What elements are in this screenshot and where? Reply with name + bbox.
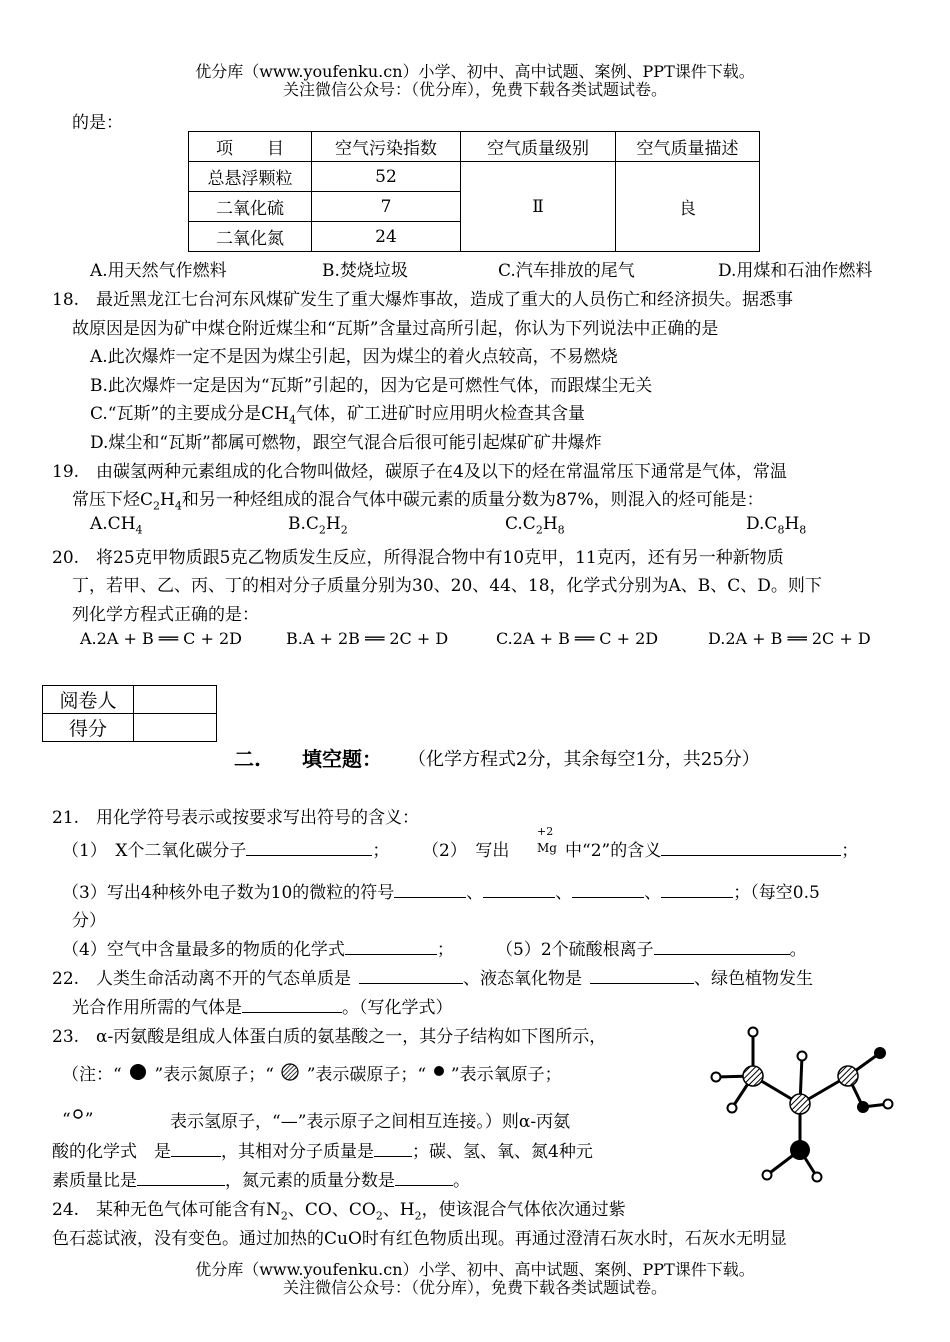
hydrogen-atom-icon [798,1052,807,1061]
q18-option-c: C.“瓦斯”的主要成分是$CH_4$气体，矿工进矿时应用明火检查其含量 [90,404,586,427]
answer-blank[interactable] [661,882,733,898]
oxygen-atom-icon [857,1101,869,1113]
q23-line4: 酸的化学式 是 ，其相对分子质量是 ；碳、氢、氧、氮4种元 [52,1142,593,1162]
q18-line2: 故原因是因为矿中煤仓附近煤尘和“瓦斯”含量过高所引起，你认为下列说法中正确的是 [72,319,719,339]
q23-line3-text: 表示氢原子，“—”表示原子之间相互连接。）则α-丙氨 [170,1112,571,1132]
page-footer-line1: 优分库（www.youfenku.cn）小学、初中、高中试题、案例、PPT课件下载。 [195,1260,755,1279]
q17-option-b: B.焚烧垃圾 [322,261,408,281]
hydrogen-atom-icon [813,1173,822,1182]
q20-option-b: B.A + 2B ══ 2C + D [286,629,449,648]
q18-option-a: A.此次爆炸一定不是因为煤尘引起，因为煤尘的着火点较高，不易燃烧 [90,347,618,367]
q19-line2: 常压下烃$C_2H_4$和另一种烃组成的混合气体中碳元素的质量分数为87%，则混入的烃可能是： [72,490,764,513]
grader-label: 阅卷人 [43,686,134,714]
answer-blank[interactable] [483,882,555,898]
answer-blank[interactable] [137,1170,225,1186]
answer-blank[interactable] [171,1141,221,1157]
q21-part4: （4）空气中含量最多的物质的化学式 ； [62,940,454,960]
carbon-atom-icon [743,1066,763,1086]
row-item: 总悬浮颗粒 [189,162,312,192]
mg-symbol: Mg [537,841,557,855]
q23-line2: （注：“ ”表示氮原子；“ ”表示碳原子；“ ”表示氧原子； [62,1065,562,1085]
oxygen-atom-icon [874,1047,886,1059]
answer-blank[interactable] [242,997,342,1013]
q21-part1: （1） X个二氧化碳分子 ； [62,841,390,861]
q19-option-a: $A.CH_4$ [90,514,143,537]
answer-blank[interactable] [246,840,372,856]
description-cell: 良 [616,162,760,252]
section-title: 填空题： [302,747,382,771]
q20-line2: 丁，若甲、乙、丙、丁的相对分子质量分别为30、20、44、18，化学式分别为A、B、C、D。则下 [72,576,822,596]
q21-part3-line2: 分） [72,911,106,931]
nitrogen-atom-icon [790,1140,810,1160]
hydrogen-atom-icon [712,1073,721,1082]
q18-line1: 18. 最近黑龙江七台河东风煤矿发生了重大爆炸事故，造成了重大的人员伤亡和经济损失。据悉事 [52,290,794,310]
q20-option-d: D.2A + B ══ 2C + D [708,629,871,648]
q20-line3: 列化学方程式正确的是： [72,605,259,625]
carbon-atom-icon [838,1066,858,1086]
q22-line1: 22. 人类生命活动离不开的气态单质是 、液态氧化物是 、绿色植物发生 [52,969,814,989]
q21-part2-label: （2） 写出 [422,841,510,861]
header-item: 项 目 [189,132,312,162]
page-header-line1: 优分库（www.youfenku.cn）小学、初中、高中试题、案例、PPT课件下载。 [195,62,755,81]
answer-blank[interactable] [654,939,790,955]
carbon-atom-icon [279,1063,301,1083]
q18-option-b: B.此次爆炸一定是因为“瓦斯”引起的，因为它是可燃性气体，而跟煤尘无关 [90,376,653,396]
level-cell: Ⅱ [461,162,616,252]
q21-part2: 中“2”的含义 ； [565,841,859,861]
grader-cell[interactable] [134,686,217,714]
answer-blank[interactable] [345,939,437,955]
q19-option-b: $B.C_2H_2$ [288,514,348,537]
q17-option-c: C.汽车排放的尾气 [498,261,635,281]
q18-option-d: D.煤尘和“瓦斯”都属可燃物，跟空气混合后很可能引起煤矿矿井爆炸 [90,433,602,453]
q19-line1: 19. 由碳氢两种元素组成的化合物叫做烃，碳原子在4及以下的烃在常温常压下通常是气体，常温 [52,462,787,482]
answer-blank[interactable] [395,1170,453,1186]
page-footer-line2: 关注微信公众号：（优分库），免费下载各类试题试卷。 [282,1278,667,1297]
answer-blank[interactable] [359,968,463,984]
mg-charge: +2 [537,825,554,838]
q20-option-a: A.2A + B ══ C + 2D [80,629,242,648]
nitrogen-atom-icon [127,1063,149,1083]
q17-option-a: A.用天然气作燃料 [90,261,227,281]
hydrogen-atom-icon [728,1104,737,1113]
row-index: 7 [312,192,461,222]
q21-part3: （3）写出4种核外电子数为10的微粒的符号 、 、 、 ；（每空0.5 [62,883,820,903]
q23-line3: “ ” [62,1107,93,1130]
q23-line1: 23. α-丙氨酸是组成人体蛋白质的氨基酸之一，其分子结构如下图所示， [52,1027,607,1047]
q21-part5: （5）2个硫酸根离子 。 [496,940,807,960]
row-item: 二氧化氮 [189,222,312,252]
hydrogen-atom-icon [71,1107,85,1121]
q24-line2: 色石蕊试液，没有变色。通过加热的CuO时有红色物质出现。再通过澄清石灰水时，石灰水无明显 [52,1229,787,1249]
q22-line2: 光合作用所需的气体是 。（写化学式） [72,998,453,1018]
score-cell[interactable] [134,714,217,742]
answer-blank[interactable] [394,882,466,898]
q23-line5: 素质量比是 ，氮元素的质量分数是 。 [52,1171,470,1191]
q19-option-c: $C.C_2H_8$ [505,514,565,537]
oxygen-atom-icon [432,1063,446,1083]
q24-line1: 24. 某种无色气体可能含有$N_2$、CO、$CO_2$、$H_2$，使该混合气体依次通过紫 [52,1200,626,1223]
hydrogen-atom-icon [749,1028,758,1037]
section-number: 二. [234,747,261,771]
hydrogen-atom-icon [884,1100,893,1109]
q17-option-d: D.用煤和石油作燃料 [718,261,873,281]
row-item: 二氧化硫 [189,192,312,222]
q20-line1: 20. 将25克甲物质跟5克乙物质发生反应，所得混合物中有10克甲，11克丙，还有另一种新物质 [52,548,784,568]
q19-option-d: $D.C_8H_8$ [746,514,807,537]
header-description: 空气质量描述 [616,132,760,162]
hydrogen-atom-icon [763,1171,772,1180]
carbon-atom-icon [790,1094,810,1114]
q20-option-c: C.2A + B ══ C + 2D [496,629,659,648]
section-note: （化学方程式2分，其余每空1分，共25分） [408,749,760,770]
row-index: 52 [312,162,461,192]
table-row [189,162,760,192]
q21-line1: 21. 用化学符号表示或按要求写出符号的含义： [52,808,420,828]
q17-tail: 的是： [72,113,123,133]
grader-table [42,685,217,742]
table-header-row [189,132,760,162]
answer-blank[interactable] [374,1141,412,1157]
row-index: 24 [312,222,461,252]
answer-blank[interactable] [661,840,841,856]
score-label: 得分 [43,714,134,742]
page-header-line2: 关注微信公众号：（优分库），免费下载各类试题试卷。 [282,80,667,99]
header-index: 空气污染指数 [312,132,461,162]
answer-blank[interactable] [590,968,694,984]
answer-blank[interactable] [572,882,644,898]
alanine-molecule-diagram [700,1020,900,1190]
air-quality-table [188,131,760,252]
header-level: 空气质量级别 [461,132,616,162]
